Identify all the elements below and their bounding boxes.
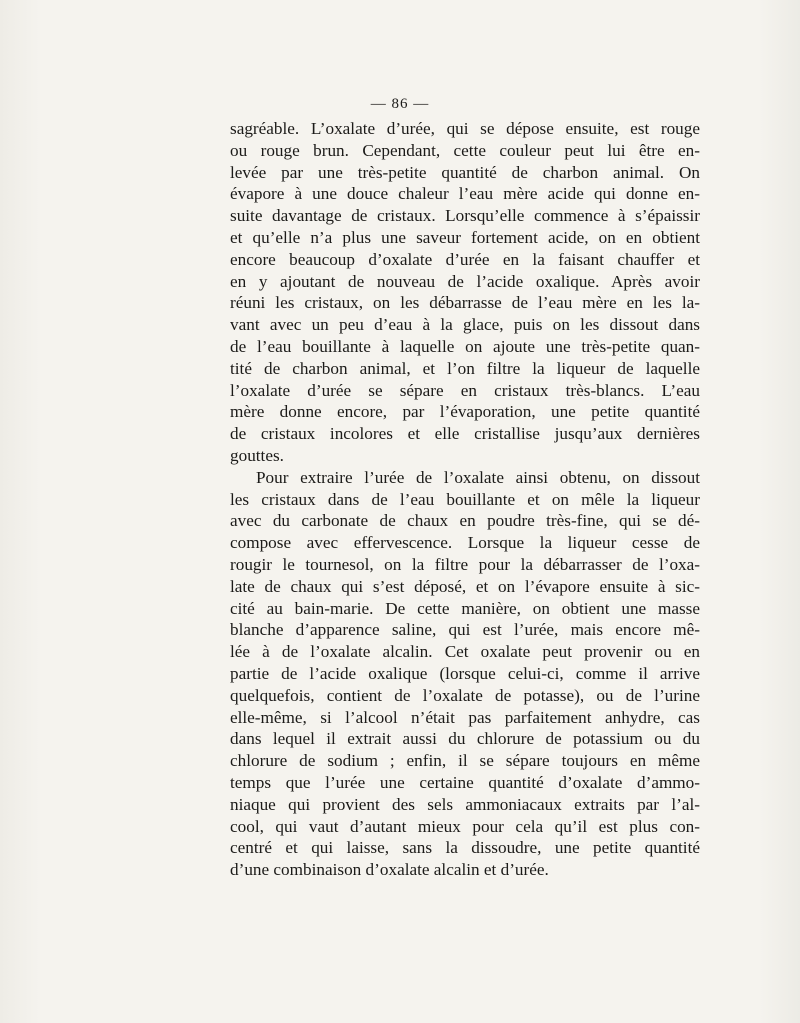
text-line: tité de charbon animal, et l’on filtre la liqueur de laquelle	[230, 358, 700, 378]
text-line: chlorure de sodium ; enfin, il se sépare toujours en même	[230, 751, 700, 771]
text-line: réuni les cristaux, on les débarrasse de l’eau mère en les la-	[230, 293, 700, 313]
text-line: temps que l’urée une certaine quantité d’oxalate d’ammo-	[230, 772, 700, 792]
text-line: blanche d’apparence saline, qui est l’urée, mais encore mê-	[230, 620, 700, 640]
text-line: sagréable. L’oxalate d’urée, qui se dépose ensuite, est rouge	[230, 119, 700, 138]
text-line: vant avec un peu d’eau à la glace, puis on les dissout dans	[230, 315, 700, 335]
text-line: les cristaux dans de l’eau bouillante et on mêle la liqueur	[230, 489, 700, 509]
text-line: cool, qui vaut d’autant mieux pour cela qu’il est plus con-	[230, 816, 700, 836]
text-line: ou rouge brun. Cependant, cette couleur peut lui être en-	[230, 140, 700, 160]
page-number: — 86 —	[370, 96, 430, 112]
text-line: dans lequel il extrait aussi du chlorure de potassium ou du	[230, 729, 700, 749]
text-line: en y ajoutant de nouveau de l’acide oxalique. Après avoir	[230, 271, 700, 291]
text-line: de l’eau bouillante à laquelle on ajoute une très-petite quan-	[230, 336, 700, 356]
body-text	[230, 118, 700, 881]
text-line: lée à de l’oxalate alcalin. Cet oxalate peut provenir ou en	[230, 642, 700, 662]
text-line: avec du carbonate de chaux en poudre très-fine, qui se dé-	[230, 511, 700, 531]
text-line: levée par une très-petite quantité de charbon animal. On	[230, 162, 700, 182]
text-line: quelquefois, contient de l’oxalate de potasse), ou de l’urine	[230, 685, 700, 705]
text-line: suite davantage de cristaux. Lorsqu’elle commence à s’épaissir	[230, 206, 700, 226]
text-line: cité au bain-marie. De cette manière, on obtient une masse	[230, 598, 700, 618]
text-line: l’oxalate d’urée se sépare en cristaux très-blancs. L’eau	[230, 380, 700, 400]
text-line: gouttes.	[230, 445, 284, 465]
text-line: centré et qui laisse, sans la dissoudre, une petite quantité	[230, 838, 700, 858]
text-line: mère donne encore, par l’évaporation, une petite quantité	[230, 402, 700, 422]
text-line: partie de l’acide oxalique (lorsque celui-ci, comme il arrive	[230, 663, 700, 683]
text-line: niaque qui provient des sels ammoniacaux extraits par l’al-	[230, 794, 700, 814]
text-line: elle-même, si l’alcool n’était pas parfaitement anhydre, cas	[230, 707, 700, 727]
text-line: late de chaux qui s’est déposé, et on l’évapore ensuite à sic-	[230, 576, 700, 596]
text-line: compose avec effervescence. Lorsque la liqueur cesse de	[230, 533, 700, 553]
text-line: encore beaucoup d’oxalate d’urée en la faisant chauffer et	[230, 249, 700, 269]
text-line: rougir le tournesol, on la filtre pour la débarrasser de l’oxa-	[230, 554, 700, 574]
text-line: évapore à une douce chaleur l’eau mère acide qui donne en-	[230, 184, 700, 204]
paragraph	[230, 467, 700, 881]
text-line: Pour extraire l’urée de l’oxalate ainsi obtenu, on dissout	[256, 467, 700, 487]
text-line: de cristaux incolores et elle cristallise jusqu’aux dernières	[230, 424, 700, 444]
text-line: d’une combinaison d’oxalate alcalin et d’urée.	[230, 860, 549, 880]
paragraph	[230, 118, 700, 467]
text-line: et qu’elle n’a plus une saveur fortement acide, on en obtient	[230, 227, 700, 247]
